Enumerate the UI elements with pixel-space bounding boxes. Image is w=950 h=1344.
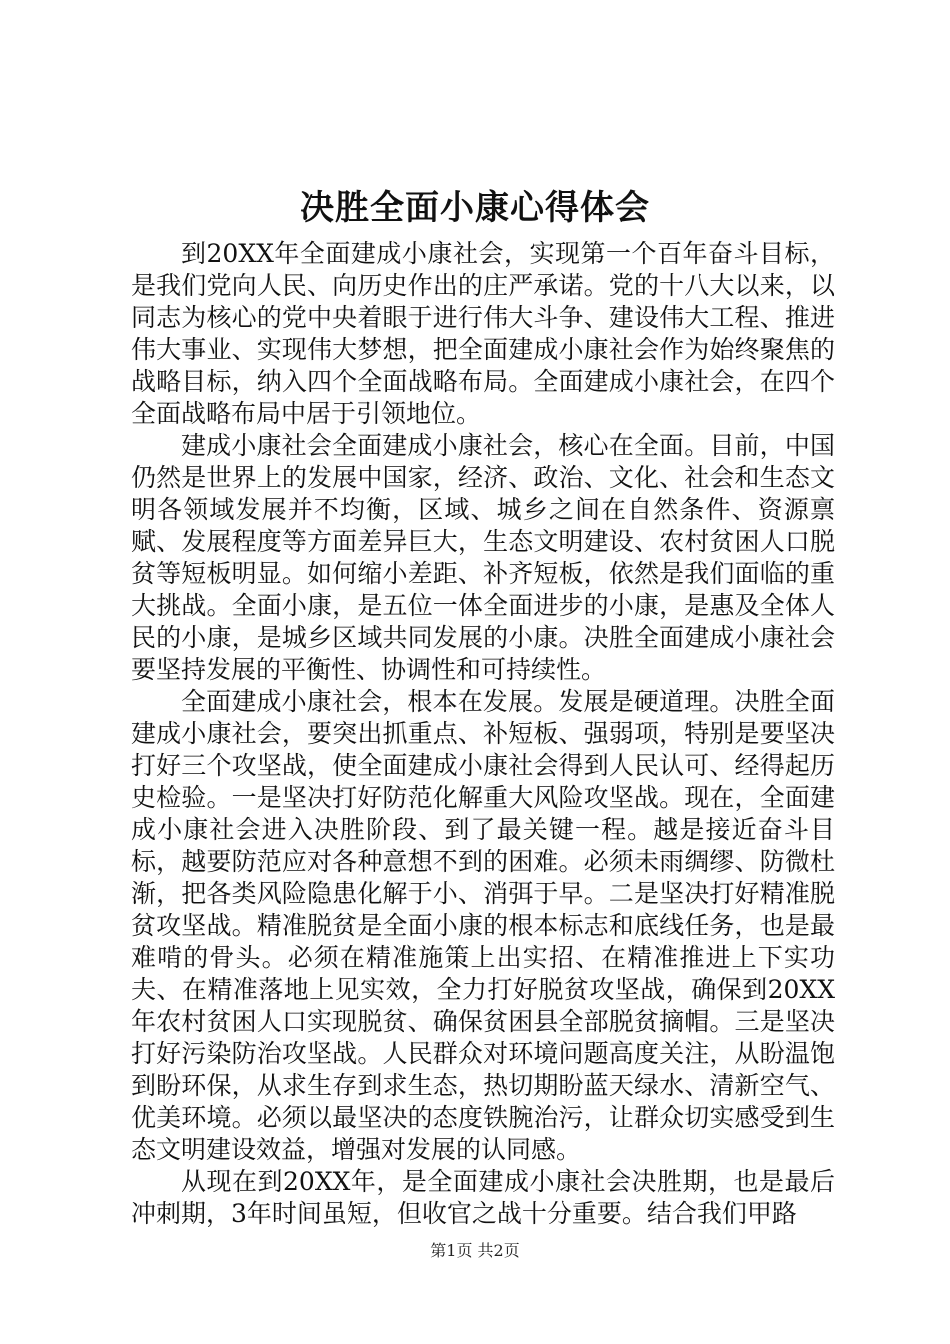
page-footer: 第1页 共2页: [430, 1241, 520, 1260]
document-title: 决胜全面小康心得体会: [300, 188, 650, 228]
paragraph-2: 建成小康社会全面建成小康社会，核心在全面。目前，中国仍然是世界上的发展中国家，经济、政治、文化、社会和生态文明各领域发展并不均衡，区域、城乡之间在自然条件、资源禀赋、发展程度等方面差异巨大，生态文明建设、农村贫困人口脱贫等短板明显。如何缩小差距、补齐短板，依然是我们面临的重大挑战。全面小康，是五位一体全面进步的小康，是惠及全体人民的小康，是城乡区域共同发展的小康。决胜全面建成小康社会要坚持发展的平衡性、协调性和可持续性。: [131, 431, 835, 684]
document-body: [131, 238, 835, 1230]
paragraph-3: 全面建成小康社会，根本在发展。发展是硬道理。决胜全面建成小康社会，要突出抓重点、补短板、强弱项，特别是要坚决打好三个攻坚战，使全面建成小康社会得到人民认可、经得起历史检验。一是坚决打好防范化解重大风险攻坚战。现在，全面建成小康社会进入决胜阶段、到了最关键一程。越是接近奋斗目标，越要防范应对各种意想不到的困难。必须未雨绸缪、防微杜渐，把各类风险隐患化解于小、消弭于早。二是坚决打好精准脱贫攻坚战。精准脱贫是全面小康的根本标志和底线任务，也是最难啃的骨头。必须在精准施策上出实招、在精准推进上下实功夫、在精准落地上见实效，全力打好脱贫攻坚战，确保到20XX年农村贫困人口实现脱贫、确保贫困县全部脱贫摘帽。三是坚决打好污染防治攻坚战。人民群众对环境问题高度关注，从盼温饱到盼环保，从求生存到求生态，热切期盼蓝天绿水、清新空气、优美环境。必须以最坚决的态度铁腕治污，让群众切实感受到生态文明建设效益，增强对发展的认同感。: [131, 687, 835, 1164]
paragraph-4: 从现在到20XX年，是全面建成小康社会决胜期，也是最后冲刺期，3年时间虽短，但收官之战十分重要。结合我们甲路: [131, 1167, 835, 1228]
paragraph-1: 到20XX年全面建成小康社会，实现第一个百年奋斗目标，是我们党向人民、向历史作出的庄严承诺。党的十八大以来，以同志为核心的党中央着眼于进行伟大斗争、建设伟大工程、推进伟大事业、实现伟大梦想，把全面建成小康社会作为始终聚焦的战略目标，纳入四个全面战略布局。全面建成小康社会，在四个全面战略布局中居于引领地位。: [131, 239, 835, 428]
